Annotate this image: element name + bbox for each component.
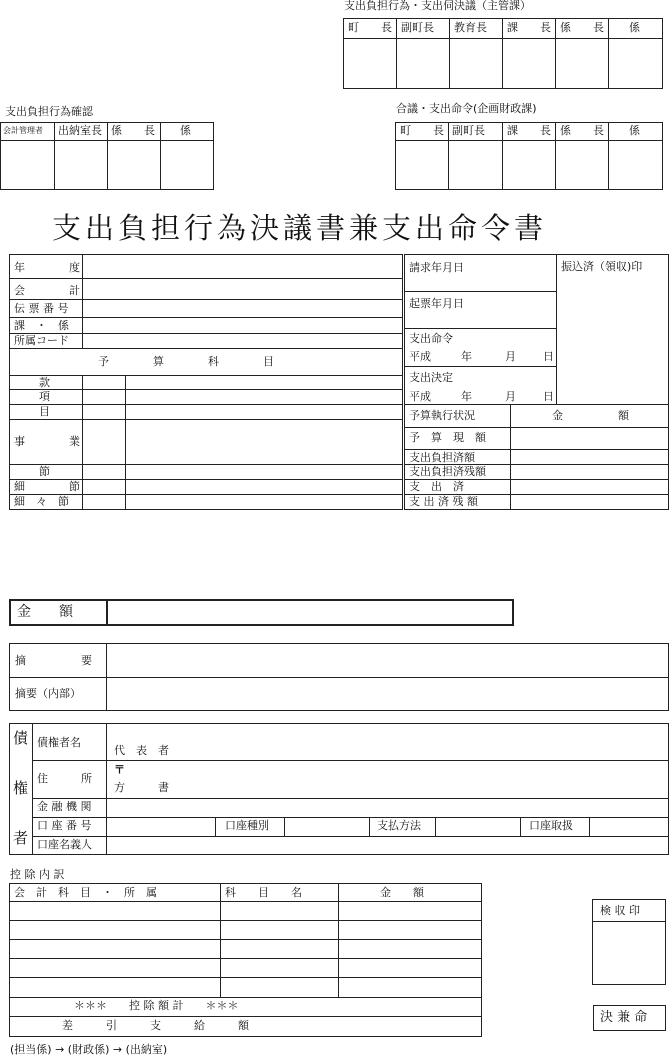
approval-main-caption: 支出負担行為・支出伺決議（主管課） [344, 0, 531, 12]
label-budget-header: 予 算 科 目 [98, 355, 274, 368]
council-caption: 合議・支出命令(企画財政課) [396, 102, 537, 115]
deduction-table [9, 883, 482, 1037]
deduction-net: 差 引 支 給 額 [62, 1019, 249, 1032]
label-kata: 方 書 [114, 781, 169, 794]
label-kihyo-date: 起票年月日 [409, 297, 464, 310]
label-tekiyo: 摘 要 [15, 654, 92, 667]
amount-label: 金 額 [17, 604, 73, 620]
postal-mark: 〒 [114, 763, 125, 776]
label-account-type: 口座種別 [225, 819, 269, 832]
approval-main-header-5: 係 [629, 21, 640, 34]
deduction-col-3: 金 額 [380, 886, 424, 899]
label-bank: 金 融 機 関 [37, 800, 92, 813]
decision-stamp-label: 決 兼 命 [600, 1010, 648, 1025]
amount-box [9, 599, 514, 626]
label-kan: 款 [39, 376, 50, 389]
confirm-header-2: 係 長 [111, 124, 155, 137]
confirm-header-1: 出納室長 [58, 124, 102, 137]
meirei-hi: 日 [543, 350, 554, 363]
label-jigyo: 事 業 [14, 435, 80, 448]
confirm-header-3: 係 [180, 124, 191, 137]
creditor-side-3: 者 [13, 829, 29, 847]
label-kettei: 支出決定 [409, 371, 453, 384]
deduction-total: ＊＊＊ 控 除 額 計 ＊＊＊ [74, 999, 239, 1012]
council-header-4: 係 [629, 124, 640, 137]
creditor-side-1: 債 [13, 729, 29, 747]
label-shozoku: 所属コード [14, 334, 69, 347]
label-address: 住 所 [37, 772, 92, 785]
label-seikyu-date: 請求年月日 [409, 261, 464, 274]
meirei-tsuki: 月 [505, 350, 516, 363]
kettei-tsuki: 月 [505, 390, 516, 403]
label-yosan-gen: 予 算 現 額 [409, 431, 486, 444]
deduction-caption: 控 除 内 訳 [10, 868, 65, 881]
approval-main-header-4: 係 長 [560, 21, 604, 34]
inspection-stamp-label: 検 収 印 [600, 904, 640, 917]
label-meirei: 支出命令 [409, 332, 453, 345]
label-furikomi: 振込済（領収)印 [561, 260, 643, 273]
label-saisaisetsu: 細 々 節 [14, 495, 69, 508]
creditor-side-2: 権 [13, 779, 29, 797]
label-tekiyo-inner: 摘要（内部） [15, 687, 81, 700]
label-futan-zumi: 支出負担済額 [409, 451, 475, 464]
approval-main-header-0: 町 長 [348, 21, 392, 34]
label-kakari: 課 ・ 係 [14, 319, 69, 332]
label-account-handling: 口座取扱 [529, 819, 573, 832]
label-nendo: 年 度 [14, 261, 80, 274]
label-futan-zan: 支出負担済残額 [409, 465, 486, 478]
meirei-heisei: 平成 [409, 350, 431, 363]
confirm-header-0: 会計管理者 [3, 126, 43, 135]
approval-main-header-2: 教育長 [454, 21, 487, 34]
label-representative: 代 表 者 [114, 744, 169, 757]
label-kou: 項 [39, 390, 50, 403]
label-denpyo: 伝 票 番 号 [14, 302, 69, 315]
kettei-hi: 日 [543, 390, 554, 403]
label-kingaku-header: 金 額 [552, 409, 629, 422]
document-title: 支出負担行為決議書兼支出命令書 [52, 211, 548, 245]
approval-main-header-1: 副町長 [401, 21, 434, 34]
kettei-nen: 年 [461, 390, 472, 403]
council-header-3: 係 長 [560, 124, 604, 137]
council-header-0: 町 長 [400, 124, 444, 137]
label-shishutsu-zumi: 支 出 済 [409, 480, 464, 493]
label-shikko-header: 予算執行状況 [409, 409, 475, 422]
confirm-caption: 支出負担行為確認 [5, 105, 93, 118]
label-payment-method: 支払方法 [377, 819, 421, 832]
label-moku: 目 [39, 405, 50, 418]
label-account-holder: 口座名義人 [37, 838, 92, 851]
label-saisetsu: 細 節 [14, 480, 80, 493]
kettei-heisei: 平成 [409, 390, 431, 403]
flow-text: (担当係) → (財政係) → (出納室) [10, 1043, 168, 1056]
deduction-col-2: 科 目 名 [225, 886, 302, 899]
meirei-nen: 年 [461, 350, 472, 363]
council-header-1: 副町長 [452, 124, 485, 137]
label-shishutsu-zan: 支 出 済 残 額 [409, 495, 478, 508]
label-creditor-name: 債権者名 [37, 736, 81, 749]
council-header-2: 課 長 [507, 124, 551, 137]
label-setsu: 節 [39, 465, 50, 478]
label-kaikei: 会 計 [14, 284, 80, 297]
deduction-col-1: 会 計 科 目 ・ 所 属 [14, 886, 157, 899]
approval-main-header-3: 課 長 [507, 21, 551, 34]
label-account-no: 口 座 番 号 [37, 819, 92, 832]
